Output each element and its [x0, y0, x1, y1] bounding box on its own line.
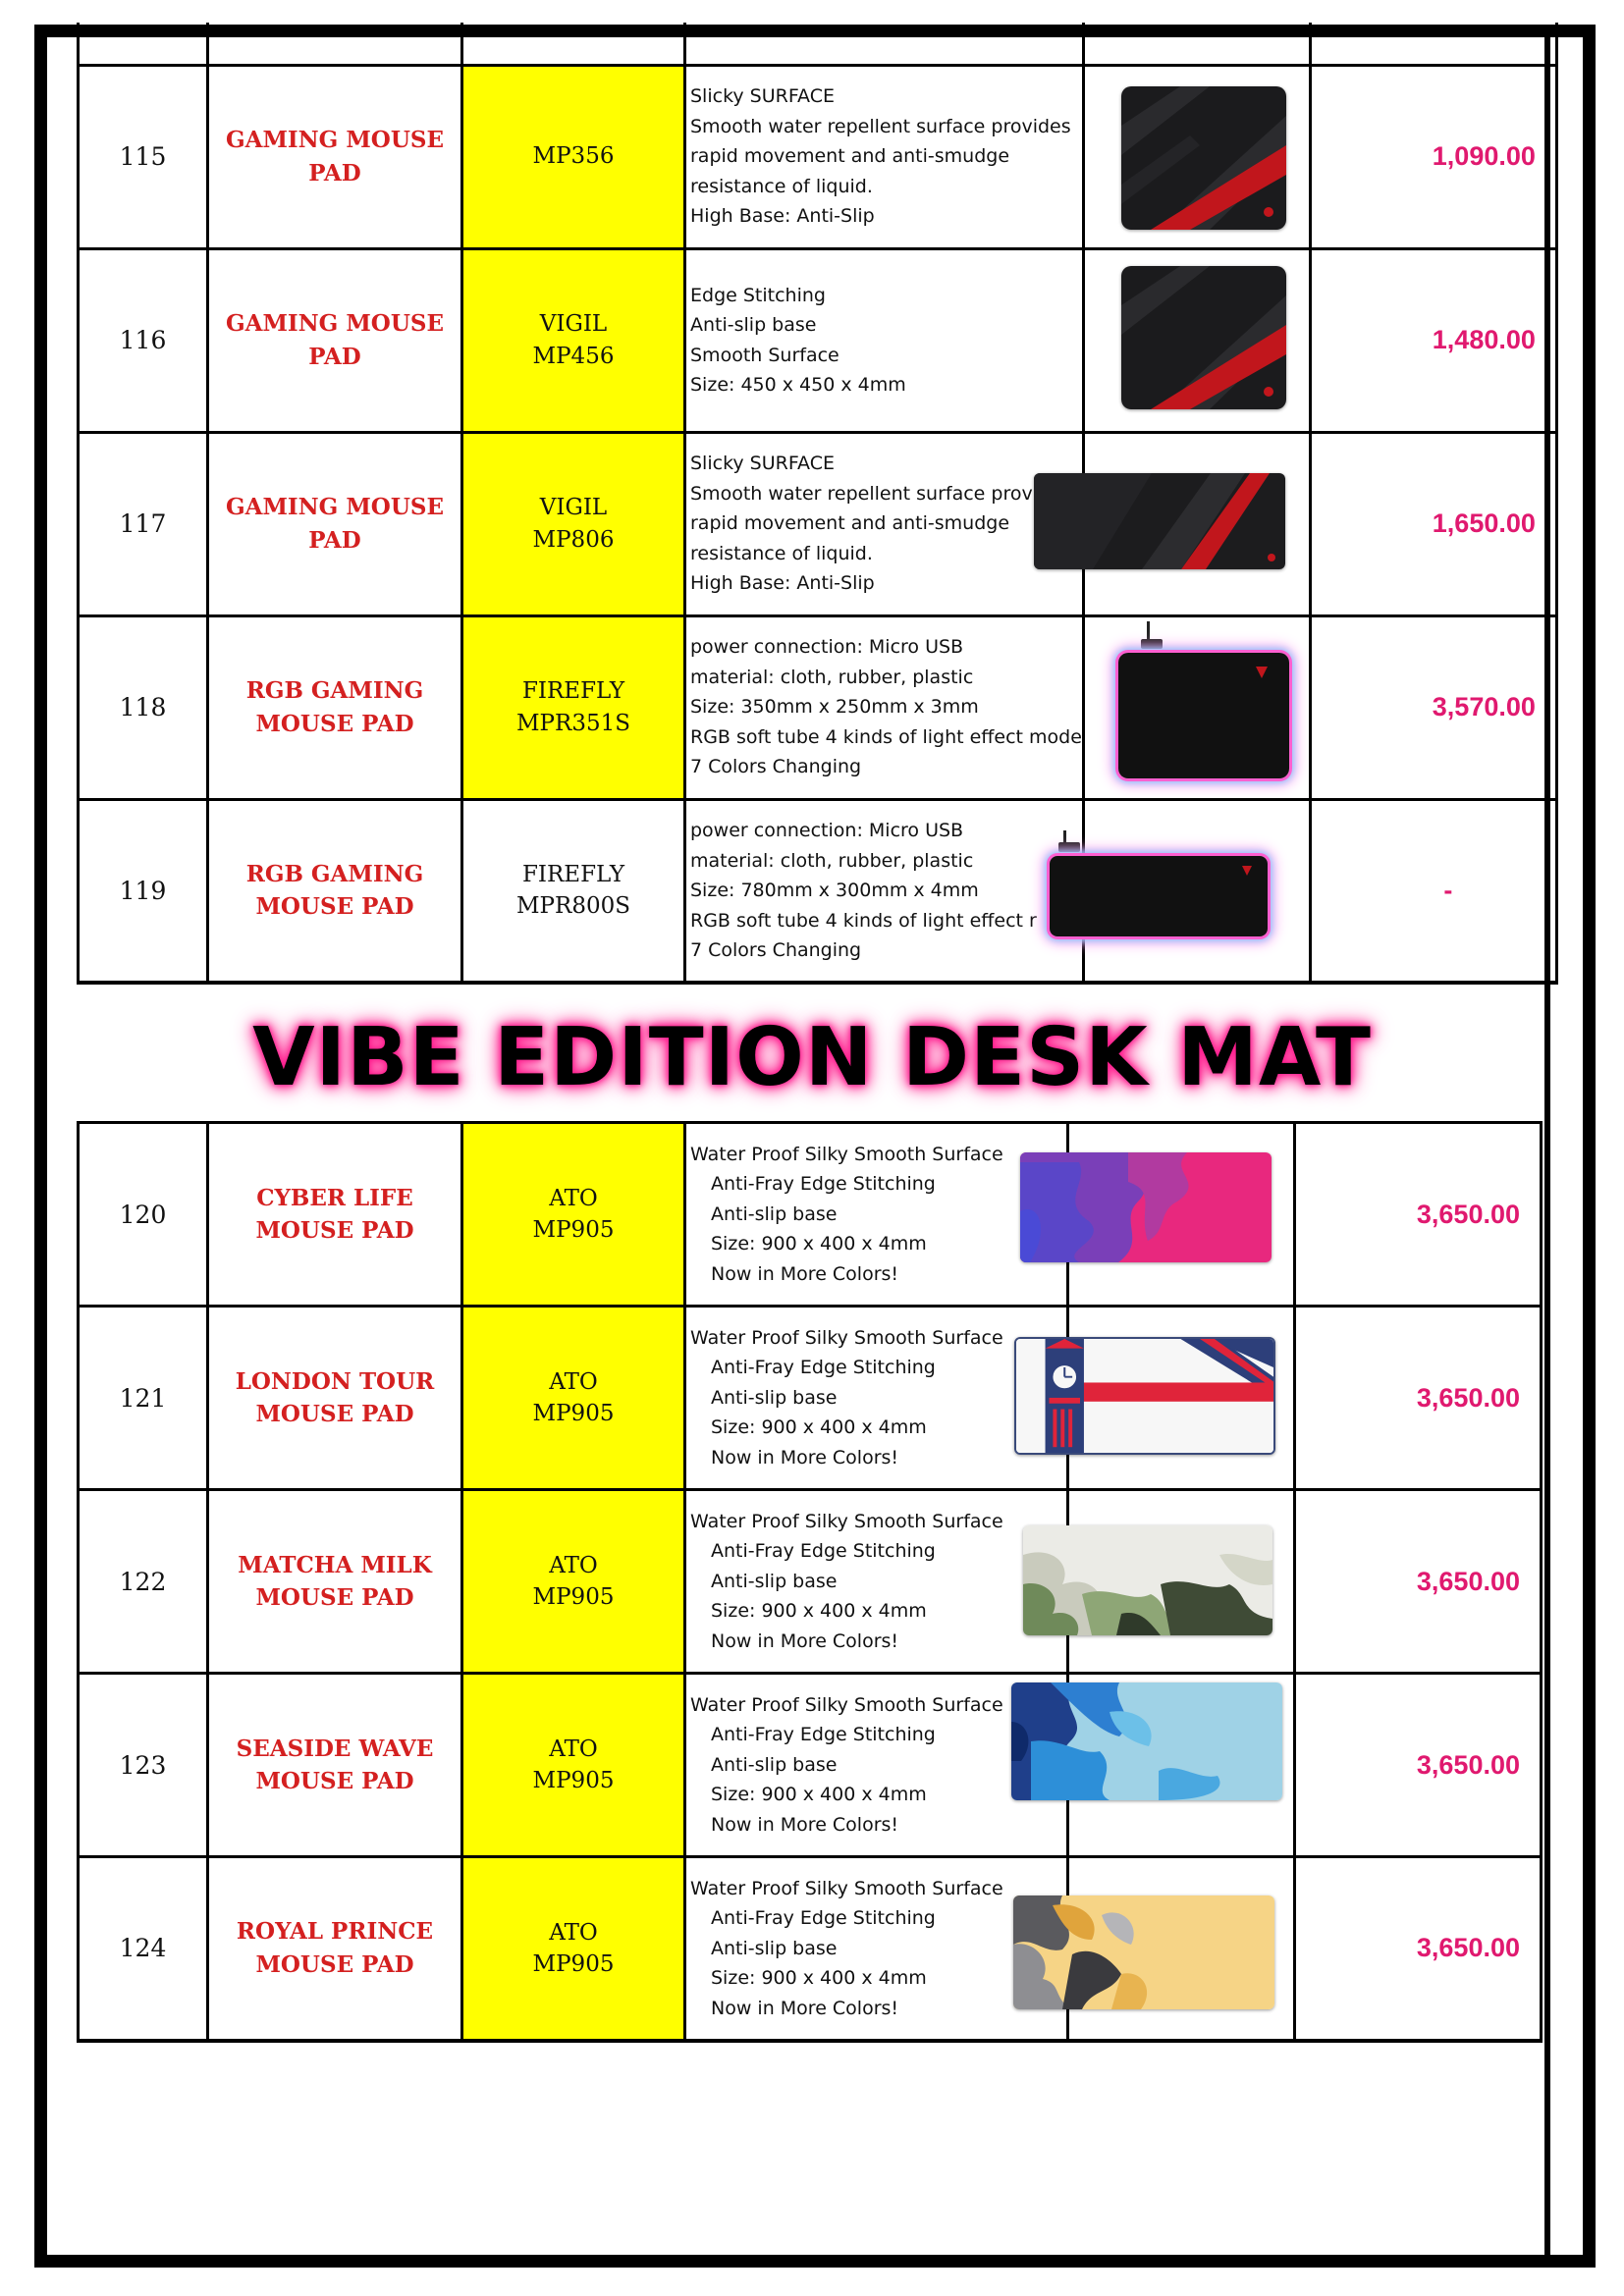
black-red-mousepad-image	[1121, 86, 1286, 230]
description-line: Water Proof Silky Smooth Surface	[690, 1877, 1003, 1899]
pink-purple-camo-mat-image	[1020, 1152, 1272, 1262]
description-line: Water Proof Silky Smooth Surface	[690, 1693, 1003, 1716]
description-line: 7 Colors Changing	[690, 939, 862, 961]
name-line: SEASIDE WAVE	[236, 1735, 434, 1762]
description-line: Anti-slip base	[711, 1753, 838, 1776]
price: 3,650.00	[1295, 1674, 1542, 1857]
item-number: 118	[79, 615, 208, 799]
product-name	[208, 1857, 462, 2041]
blue-camo-mat-image	[1011, 1682, 1282, 1800]
price: 3,650.00	[1295, 1490, 1542, 1674]
description-line: Anti-Fray Edge Stitching	[711, 1540, 936, 1563]
product-description	[685, 799, 1084, 983]
description-line: Now in More Colors!	[711, 1997, 899, 2019]
product-name	[208, 1674, 462, 1857]
product-image-cell	[1068, 1857, 1295, 2041]
name-line: CYBER LIFE	[256, 1184, 413, 1211]
description-line: Smooth water repellent surface prov	[690, 482, 1033, 505]
item-number: 116	[79, 248, 208, 432]
model-line: ATO	[549, 1735, 598, 1762]
name-line: MOUSE PAD	[255, 1217, 414, 1244]
description-line: High Base: Anti-Slip	[690, 572, 875, 595]
product-image-cell	[1083, 65, 1310, 248]
model-code	[462, 1674, 685, 1857]
description-line: Smooth Surface	[690, 344, 839, 366]
product-image-cell	[1068, 1307, 1295, 1490]
description-line: Now in More Colors!	[711, 1446, 899, 1468]
description-line: Water Proof Silky Smooth Surface	[690, 1326, 1003, 1349]
model-line: FIREFLY	[521, 678, 625, 705]
product-description	[685, 1674, 1068, 1857]
price: 3,650.00	[1295, 1307, 1542, 1490]
model-code	[462, 615, 685, 799]
model-line: ATO	[549, 1368, 598, 1395]
product-description	[685, 615, 1084, 799]
model-line: ATO	[549, 1552, 598, 1578]
item-number: 123	[79, 1674, 208, 1857]
model-line: MP905	[532, 1768, 615, 1793]
product-description	[685, 1307, 1068, 1490]
table-row	[79, 248, 1557, 432]
description-line: Anti-Fray Edge Stitching	[711, 1173, 936, 1196]
product-image-cell	[1083, 799, 1310, 983]
description-line: Size: 900 x 400 x 4mm	[711, 1233, 927, 1255]
description-line: material: cloth, rubber, plastic	[690, 849, 974, 872]
description-line: power connection: Micro USB	[690, 636, 964, 659]
description-line: Anti-slip base	[711, 1202, 838, 1225]
product-description	[685, 1490, 1068, 1674]
product-image-cell	[1068, 1490, 1295, 1674]
description-line: Water Proof Silky Smooth Surface	[690, 1143, 1003, 1165]
description-line: Size: 900 x 400 x 4mm	[711, 1967, 927, 1989]
model-line: MPR351S	[516, 710, 630, 736]
product-name: GAMING MOUSE PAD	[208, 432, 462, 615]
product-description	[685, 1123, 1068, 1307]
item-number: 119	[79, 799, 208, 983]
description-line: High Base: Anti-Slip	[690, 205, 875, 228]
table-row	[79, 1123, 1542, 1307]
table-row	[79, 1674, 1542, 1857]
model-line: VIGIL	[539, 311, 608, 338]
description-line: Now in More Colors!	[711, 1629, 899, 1652]
product-name	[208, 1123, 462, 1307]
description-line: Size: 900 x 400 x 4mm	[711, 1600, 927, 1623]
model-code	[462, 1307, 685, 1490]
product-name: RGB GAMING MOUSE PAD	[208, 799, 462, 983]
table-row	[79, 1307, 1542, 1490]
model-code	[462, 65, 685, 248]
description-line: Anti-slip base	[711, 1937, 838, 1959]
model-line: ATO	[549, 1919, 598, 1946]
model-code	[462, 1123, 685, 1307]
description-line: Size: 350mm x 250mm x 3mm	[690, 696, 979, 719]
product-description	[685, 1857, 1068, 2041]
black-red-mousepad-image	[1121, 266, 1286, 409]
price: 3,650.00	[1295, 1857, 1542, 2041]
product-name: RGB GAMING MOUSE PAD	[208, 615, 462, 799]
section-title: VIBE EDITION DESK MAT	[252, 1011, 1372, 1104]
description-line: Now in More Colors!	[711, 1262, 899, 1285]
name-line: MOUSE PAD	[255, 1584, 414, 1611]
yellow-grey-camo-mat-image	[1013, 1896, 1274, 2009]
description-line: material: cloth, rubber, plastic	[690, 666, 974, 688]
table-row	[79, 799, 1557, 983]
description-line: 7 Colors Changing	[690, 756, 862, 778]
model-code	[462, 432, 685, 615]
model-code	[462, 799, 685, 983]
table-row	[79, 1857, 1542, 2041]
product-description	[685, 248, 1084, 432]
table-row	[79, 65, 1557, 248]
gaming-mouse-pad-table	[77, 23, 1558, 985]
model-code	[462, 248, 685, 432]
model-code	[462, 1490, 685, 1674]
product-name	[208, 1307, 462, 1490]
product-name: GAMING MOUSE PAD	[208, 65, 462, 248]
price: 3,650.00	[1295, 1123, 1542, 1307]
usb-plug	[1058, 842, 1080, 852]
model-line: MP905	[532, 1950, 615, 1977]
item-number: 124	[79, 1857, 208, 2041]
description-line: Water Proof Silky Smooth Surface	[690, 1510, 1003, 1532]
table-row	[79, 615, 1557, 799]
description-line: Anti-Fray Edge Stitching	[711, 1724, 936, 1746]
model-line: MP905	[532, 1217, 615, 1243]
name-line: MOUSE PAD	[255, 1950, 414, 1978]
description-line: Edge Stitching	[690, 284, 826, 306]
table-row-continued	[79, 23, 1557, 65]
description-line: Smooth water repellent surface provides	[690, 115, 1071, 137]
description-line: Size: 900 x 400 x 4mm	[711, 1784, 927, 1806]
item-number: 117	[79, 432, 208, 615]
product-description	[685, 432, 1084, 615]
description-line: Size: 450 x 450 x 4mm	[690, 374, 906, 396]
product-description	[685, 65, 1084, 248]
description-line: Size: 780mm x 300mm x 4mm	[690, 880, 979, 901]
model-line: MP905	[532, 1584, 615, 1610]
description-line: rapid movement and anti-smudge	[690, 512, 1010, 535]
big-ben-union-jack-mat-image	[1014, 1337, 1275, 1455]
table-row	[79, 1490, 1542, 1674]
description-line: Anti-slip base	[711, 1386, 838, 1409]
description-line: RGB soft tube 4 kinds of light effect mode	[690, 725, 1082, 748]
product-name: GAMING MOUSE PAD	[208, 248, 462, 432]
rgb-desk-mat-image	[1050, 856, 1268, 936]
description-line: RGB soft tube 4 kinds of light effect r	[690, 909, 1037, 932]
model-line: VIGIL	[539, 495, 608, 521]
item-number: 115	[79, 65, 208, 248]
name-line: MOUSE PAD	[255, 1401, 414, 1427]
model-line: MP356	[532, 143, 615, 170]
vibe-edition-table	[77, 1121, 1543, 2043]
product-image-cell	[1083, 432, 1310, 615]
description-line: Anti-slip base	[711, 1570, 838, 1592]
name-line: ROYAL PRINCE	[236, 1918, 434, 1946]
name-line: MATCHA MILK	[238, 1551, 432, 1578]
model-line: FIREFLY	[521, 862, 625, 888]
black-red-desk-mat-image	[1034, 473, 1285, 569]
price: 1,480.00	[1310, 248, 1556, 432]
item-number: 120	[79, 1123, 208, 1307]
description-line: Size: 900 x 400 x 4mm	[711, 1416, 927, 1439]
description-line: Anti-Fray Edge Stitching	[711, 1357, 936, 1379]
name-line: MOUSE PAD	[255, 1768, 414, 1794]
description-line: Now in More Colors!	[711, 1813, 899, 1836]
description-line: resistance of liquid.	[690, 175, 873, 197]
price: 3,570.00	[1310, 615, 1556, 799]
product-image-cell	[1083, 615, 1310, 799]
item-number: 121	[79, 1307, 208, 1490]
description-line: Slicky SURFACE	[690, 453, 835, 475]
price: -	[1310, 799, 1556, 983]
item-number: 122	[79, 1490, 208, 1674]
description-line: Anti-Fray Edge Stitching	[711, 1907, 936, 1929]
price: 1,650.00	[1310, 432, 1556, 615]
model-code	[462, 1857, 685, 2041]
model-line: ATO	[549, 1185, 598, 1211]
product-name	[208, 1490, 462, 1674]
table-row	[79, 432, 1557, 615]
price: 1,090.00	[1310, 65, 1556, 248]
model-line: MPR800S	[516, 893, 630, 920]
product-image-cell	[1068, 1674, 1295, 1857]
usb-plug	[1141, 639, 1163, 649]
model-line: MP905	[532, 1401, 615, 1426]
name-line: LONDON TOUR	[235, 1367, 435, 1395]
description-line: power connection: Micro USB	[690, 820, 964, 841]
description-line: Anti-slip base	[690, 314, 817, 336]
green-camo-mat-image	[1023, 1525, 1272, 1635]
product-image-cell	[1083, 248, 1310, 432]
description-line: resistance of liquid.	[690, 542, 873, 564]
rgb-mousepad-image	[1118, 653, 1289, 778]
model-line: MP806	[532, 526, 615, 553]
description-line: Slicky SURFACE	[690, 85, 835, 108]
model-line: MP456	[532, 343, 615, 369]
product-image-cell	[1068, 1123, 1295, 1307]
description-line: rapid movement and anti-smudge	[690, 145, 1010, 168]
